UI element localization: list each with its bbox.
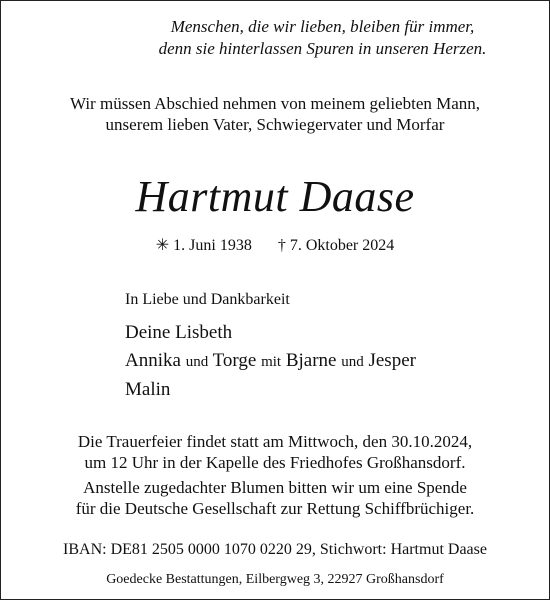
memorial-quote [1,16,549,60]
quote-line-1: Menschen, die wir lieben, bleiben für immer, [170,17,475,36]
funeral-home-footer: Goedecke Bestattungen, Eilbergweg 3, 22927 Großhansdorf [106,572,444,587]
donation-line-2: für die Deutsche Gesellschaft zur Rettung Schiffbrüchiger. [75,499,475,518]
conjunction: und [185,354,209,370]
mourners-line-2 [125,347,545,376]
life-dates [1,235,549,257]
donation-line-1: Anstelle zugedachter Blumen bitten wir um eine Spende [83,478,467,497]
farewell-intro [1,93,549,135]
birth-date: 1. Juni 1938 [173,237,252,254]
mourners-line-3: Malin [125,379,171,400]
quote-line-2: denn sie hinterlassen Spuren in unseren Herzen. [158,39,487,58]
intro-line-2: unserem lieben Vater, Schwiegervater und Morfar [105,115,445,134]
birth-icon: ✳ [155,237,170,254]
conjunction: und [341,354,364,370]
mourner-name: Bjarne [285,350,337,371]
mourners-intro: In Liebe und Dankbarkeit [125,291,290,308]
service-info [1,431,549,519]
death-date: 7. Oktober 2024 [289,237,395,254]
mourners-block [125,289,545,404]
intro-line-1: Wir müssen Abschied nehmen von meinem geliebten Mann, [69,94,481,113]
mourner-name: Jesper [368,350,416,371]
deceased-name: Hartmut Daase [135,172,415,221]
mourners-line-1: Deine Lisbeth [125,322,233,343]
death-icon: † [277,237,286,254]
mourner-name: Torge [212,350,257,371]
conjunction: mit [261,354,282,370]
funeral-line-2: um 12 Uhr in der Kapelle des Friedhofes Großhansdorf. [84,453,466,472]
iban-line: IBAN: DE81 2505 0000 1070 0220 29, Stichwort: Hartmut Daase [63,541,487,558]
mourner-name: Annika [125,350,181,371]
funeral-line-1: Die Trauerfeier findet statt am Mittwoch, den 30.10.2024, [77,432,473,451]
